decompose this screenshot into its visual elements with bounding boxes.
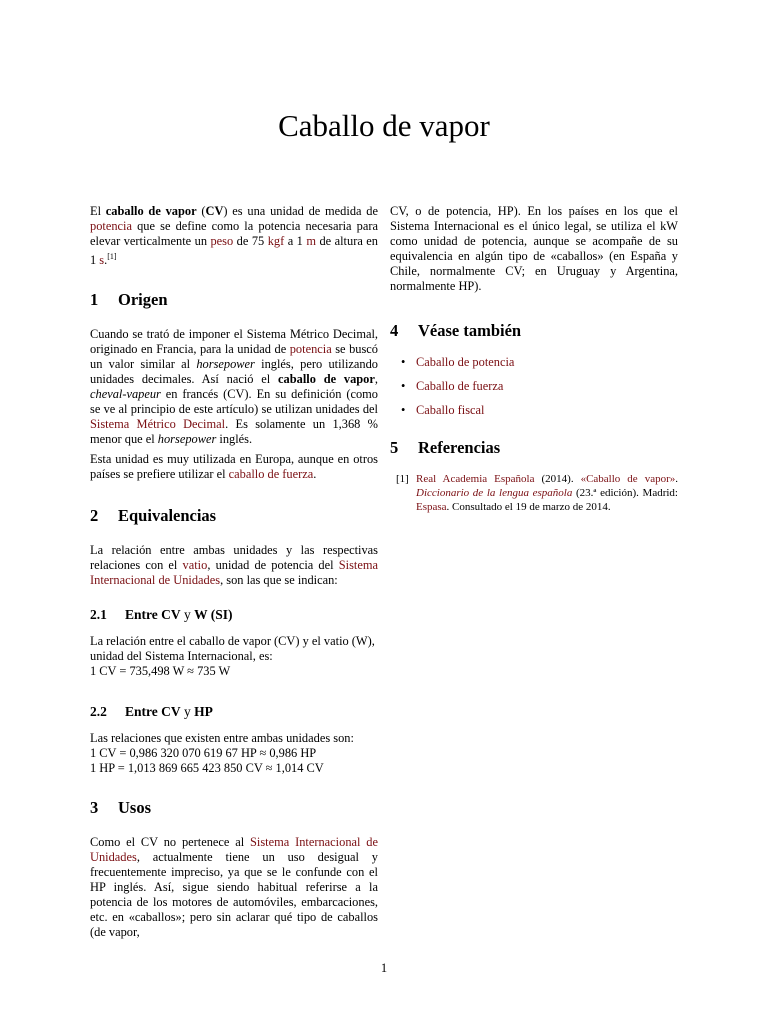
section-heading-equivalencias: 2 Equivalencias	[90, 506, 217, 526]
link-sistema-internacional[interactable]: Sistema Internacional de Unidades	[90, 558, 378, 588]
see-also-list	[390, 355, 678, 418]
term-bold: caballo de vapor	[105, 204, 197, 218]
section-heading-usos: 3 Usos	[90, 798, 152, 818]
section-heading-referencias: 5 Referencias	[390, 438, 501, 457]
reference-1: [1] Real Academia Española (2014). «Caballo de vapor». Diccionario de la lengua española (23.ª edición). Madrid: Espasa. Consultado el 19 de marzo de 2014.	[396, 473, 678, 513]
link-caballo-fiscal[interactable]: Caballo fiscal	[416, 403, 485, 417]
page-number: 1	[380, 961, 388, 975]
link-s[interactable]: s	[99, 253, 105, 268]
cv-w-text: La relación entre el caballo de vapor (CV) y el vatio (W), unidad del Sistema Internacional, es: 1 CV = 735,498 W ≈ 735 W	[90, 634, 375, 679]
subsection-heading-cv-w: 2.1 Entre CV y W (SI)	[90, 607, 233, 623]
link-caballo-de-vapor[interactable]: «Caballo de vapor»	[580, 473, 676, 485]
link-caballo-fuerza[interactable]: caballo de fuerza	[228, 467, 314, 482]
origen-paragraph-1: Cuando se trató de imponer el Sistema Métrico Decimal, originado en Francia, para la unidad de potencia se buscó un valor similar al horsepower inglés, pero utilizando unidades decimales. Así nació el caballo de vapor, cheval-vapeur en francés (CV). En su definición (como se ve al principio de este artículo) se utilizan unidades del Sistema Métrico Decimal. Es solamente un 1,368 % menor que el horsepower inglés.	[90, 327, 378, 447]
list-item	[390, 379, 678, 394]
list-item	[390, 403, 678, 418]
intro-paragraph: El caballo de vapor (CV) es una unidad de medida de potencia que se define como la potencia necesaria para elevar verticalmente un peso de 75 kgf a 1 m de altura en 1 s.[1]	[90, 204, 378, 268]
equivalencias-paragraph: La relación entre ambas unidades y las respectivas relaciones con el vatio, unidad de potencia del Sistema Internacional de Unidades, son las que se indican:	[90, 543, 378, 588]
abbr-bold: CV	[205, 204, 224, 218]
page-title: Caballo de vapor	[278, 108, 490, 143]
right-column	[390, 204, 678, 514]
usos-paragraph: Como el CV no pertenece al Sistema Internacional de Unidades, actualmente tiene un uso desigual y frecuentemente impreciso, ya que se le confunde con el HP inglés. Así, sigue siendo habitual referirse a la potencia de los motores de automóviles, embarcaciones, etc. en «caballos»; pero sin aclarar qué tipo de caballos (de vapor,	[90, 835, 378, 940]
link-sistema-internacional-2[interactable]: Sistema Internacional de Unidades	[90, 835, 378, 865]
link-rae[interactable]: Real Academia Española	[416, 473, 535, 485]
link-potencia[interactable]: potencia	[90, 219, 132, 233]
citation-1[interactable]: [1]	[107, 252, 117, 261]
subsection-heading-cv-hp: 2.2 Entre CV y HP	[90, 704, 213, 720]
link-vatio[interactable]: vatio	[182, 558, 208, 573]
usos-paragraph-continued: CV, o de potencia, HP). En los países en los que el Sistema Internacional es el único legal, se utiliza el kW como unidad de potencia, aunque se acompañe de su equivalencia en algún tipo de «caballos» (en España y Chile, normalmente CV; en Uruguay y Argentina, normalmente HP).	[390, 204, 678, 293]
cv-hp-text: Las relaciones que existen entre ambas unidades son: 1 CV = 0,986 320 070 619 67 HP ≈ 0,986 HP 1 HP = 1,013 869 665 423 850 CV ≈ 1,014 CV	[90, 731, 354, 776]
section-heading-vease: 4 Véase también	[390, 321, 522, 340]
origen-paragraph-2: Esta unidad es muy utilizada en Europa, aunque en otros países se prefiere utilizar el caballo de fuerza.	[90, 452, 378, 482]
left-column	[90, 204, 378, 945]
link-peso[interactable]: peso	[210, 234, 234, 248]
link-caballo-potencia[interactable]: Caballo de potencia	[416, 355, 515, 369]
link-sistema-metrico[interactable]: Sistema Métrico Decimal	[90, 417, 226, 432]
link-caballo-fuerza-2[interactable]: Caballo de fuerza	[416, 379, 504, 393]
section-heading-origen: 1 Origen	[90, 290, 168, 310]
link-potencia-2[interactable]: potencia	[289, 342, 332, 357]
link-m[interactable]: m	[306, 234, 316, 248]
list-item	[390, 355, 678, 370]
link-kgf[interactable]: kgf	[267, 234, 285, 248]
link-espasa[interactable]: Espasa	[416, 501, 447, 513]
